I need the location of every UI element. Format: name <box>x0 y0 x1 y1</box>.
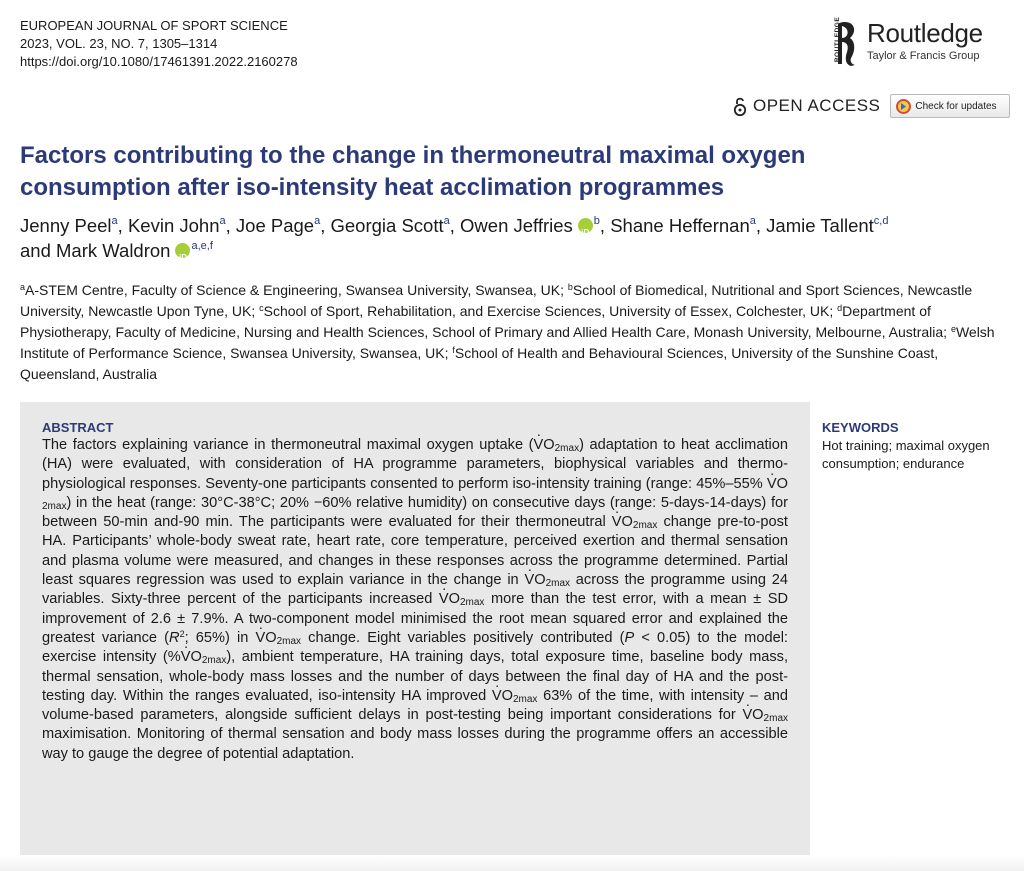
keywords <box>822 420 1012 473</box>
author-name[interactable]: Jamie Tallent <box>766 215 874 236</box>
title-line-2: consumption after iso-intensity heat acclimation programmes <box>20 174 725 201</box>
journal-citation: 2023, VOL. 23, NO. 7, 1305–1314 <box>20 36 218 51</box>
author-name[interactable]: Georgia Scott <box>330 215 444 236</box>
journal-meta <box>20 17 298 71</box>
author-affiliation-ref[interactable]: a <box>314 215 321 227</box>
author-name[interactable]: Kevin John <box>127 215 220 236</box>
orcid-icon[interactable] <box>175 243 190 258</box>
orcid-icon[interactable] <box>578 218 593 233</box>
keywords-text: Hot training; maximal oxygen consumption; endurance <box>822 438 990 471</box>
page-bottom-edge <box>0 855 1024 871</box>
open-access-icon <box>732 95 748 117</box>
affiliation-text: School of Health and Behavioural Sciences, University of the Sunshine Coast, Queensland, Australia <box>20 345 939 382</box>
publisher-name: Routledge <box>867 18 983 48</box>
author-affiliation-ref[interactable]: a <box>219 215 226 227</box>
check-updates-label: Check for updates <box>915 100 997 112</box>
publisher-subtitle: Taylor & Francis Group <box>867 50 980 62</box>
journal-name: EUROPEAN JOURNAL OF SPORT SCIENCE <box>20 18 288 33</box>
author-affiliation-ref[interactable]: a <box>749 215 756 227</box>
routledge-mark-icon <box>829 18 859 68</box>
affiliation-text: Department of Physiotherapy, Faculty of Medicine, Nursing and Health Sciences, School of Primary and Allied Health Care, Monash University, Melbourne, Australia; <box>20 303 951 340</box>
author-affiliation-ref[interactable]: a,e,f <box>191 240 213 252</box>
author-affiliation-ref[interactable]: a <box>111 215 118 227</box>
check-for-updates-button[interactable] <box>890 94 1010 118</box>
doi-link[interactable]: https://doi.org/10.1080/17461391.2022.2160278 <box>20 54 298 69</box>
abstract-body: The factors explaining variance in thermoneutral maximal oxygen uptake (· $VO_{2max}$) adaptation to heat acclimation (HA) were evaluated, with consideration of HA programme parameters, biophysical variables and thermo-physiological responses. Seventy-one participants consented to perform iso-intensity training (range: $45\%-55\% \cdot VO_{2max}$) in the heat (range: 30°C-38°C; 20% −60% relative humidity) on consecutive days (range: 5-days-14-days) for between 50-min and-90 min. The participants were evaluated for their thermoneutral · $VO_{2max}$ change pre-to-post HA. Participants’ whole-body sweat rate, heart rate, core temperature, perceived exertion and thermal sensation and plasma volume were measured, and changes in these responses across the programme determined. Partial least squares regression was used to explain variance in the change in · $VO_{2max}$ across the programme using 24 variables. Sixty-three percent of the participants increased · $VO_{2max}$ more than the test error, with a mean ± SD improvement of 2.6 ± 7.9%. A two-component model minimised the root mean squared error and explained the greatest variance ($R^2$; 65%) in · $VO_{2max}$ change. Eight variables positively contributed (P < 0.05) to the model: exercise intensity (%· $VO_{2max}$), ambient temperature, HA training days, total exposure time, baseline body mass, thermal sensation, whole-body mass losses and the number of days between the final day of HA and the post-testing day. Within the ranges evaluated, iso-intensity HA improved · $VO_{2max}$ 63% of the time, with intensity – and volume-based parameters, alongside sufficient delays in post-testing being important considerations for · $VO_{2max}$ maximisation. Monitoring of thermal sensation and body mass losses during the programme offers an accessible way to gauge the degree of potential adaptation. <box>42 436 788 764</box>
open-access-label: OPEN ACCESS <box>753 96 881 115</box>
article-title <box>20 140 1010 204</box>
affiliation-text: School of Sport, Rehabilitation, and Exercise Sciences, University of Essex, Colchester, UK; <box>263 303 838 319</box>
affiliation-text: School of Biomedical, Nutritional and Sport Sciences, Newcastle University, Newcastle Upon Tyne, UK; <box>20 282 973 319</box>
affiliation-text: Welsh Institute of Performance Science, Swansea University, Swansea, UK; <box>20 324 995 361</box>
affiliation-text: A-STEM Centre, Faculty of Science & Engineering, Swansea University, Swansea, UK; <box>25 282 568 298</box>
author-name[interactable]: Owen Jeffries <box>460 215 573 236</box>
publisher-vertical-text: ROUTLEDGE <box>834 16 842 63</box>
author-affiliation-ref[interactable]: c,d <box>873 215 889 227</box>
title-line-1: Factors contributing to the change in thermoneutral maximal oxygen <box>20 142 806 169</box>
affiliations: $^a$A-STEM Centre, Faculty of Science & Engineering, Swansea University, Swansea, UK; $^b$School of Biomedical, Nutritional and Sport Sciences, Newcastle University, Newcastle Upon Tyne, UK; $^c$School of Sport, Rehabilitation, and Exercise Sciences, University of Essex, Colchester, UK; $^d$Department of Physiotherapy, Faculty of Medicine, Nursing and Health Sciences, School of Primary and Allied Health Care, Monash University, Melbourne, Australia; $^e$Welsh Institute of Performance Science, Swansea University, Swansea, UK; $^f$School of Health and Behavioural Sciences, University of the Sunshine Coast, Queensland, Australia <box>20 282 995 382</box>
check-updates-icon <box>896 99 911 114</box>
publisher-logo[interactable] <box>829 18 983 68</box>
author-name[interactable]: Jenny Peel <box>20 215 112 236</box>
author-list: Jenny Peel$^a$, Kevin John$^a$, Joe Page$^a$, Georgia Scott$^a$, Owen JeffriesiD $^b$, Shane Heffernan$^a$, Jamie Tallent$^{c,d}$ and Mark WaldroniD $^{a,e,f}$ <box>20 213 1010 263</box>
author-name[interactable]: and Mark Waldron <box>20 240 171 261</box>
author-affiliation-ref[interactable]: a <box>443 215 450 227</box>
abstract-heading: ABSTRACT <box>42 420 114 435</box>
author-name[interactable]: Shane Heffernan <box>610 215 750 236</box>
keywords-heading: KEYWORDS <box>822 420 899 435</box>
abstract-box <box>20 402 810 858</box>
author-name[interactable]: Joe Page <box>235 215 315 236</box>
open-access-row <box>732 94 1010 118</box>
author-affiliation-ref[interactable]: b <box>593 215 600 227</box>
